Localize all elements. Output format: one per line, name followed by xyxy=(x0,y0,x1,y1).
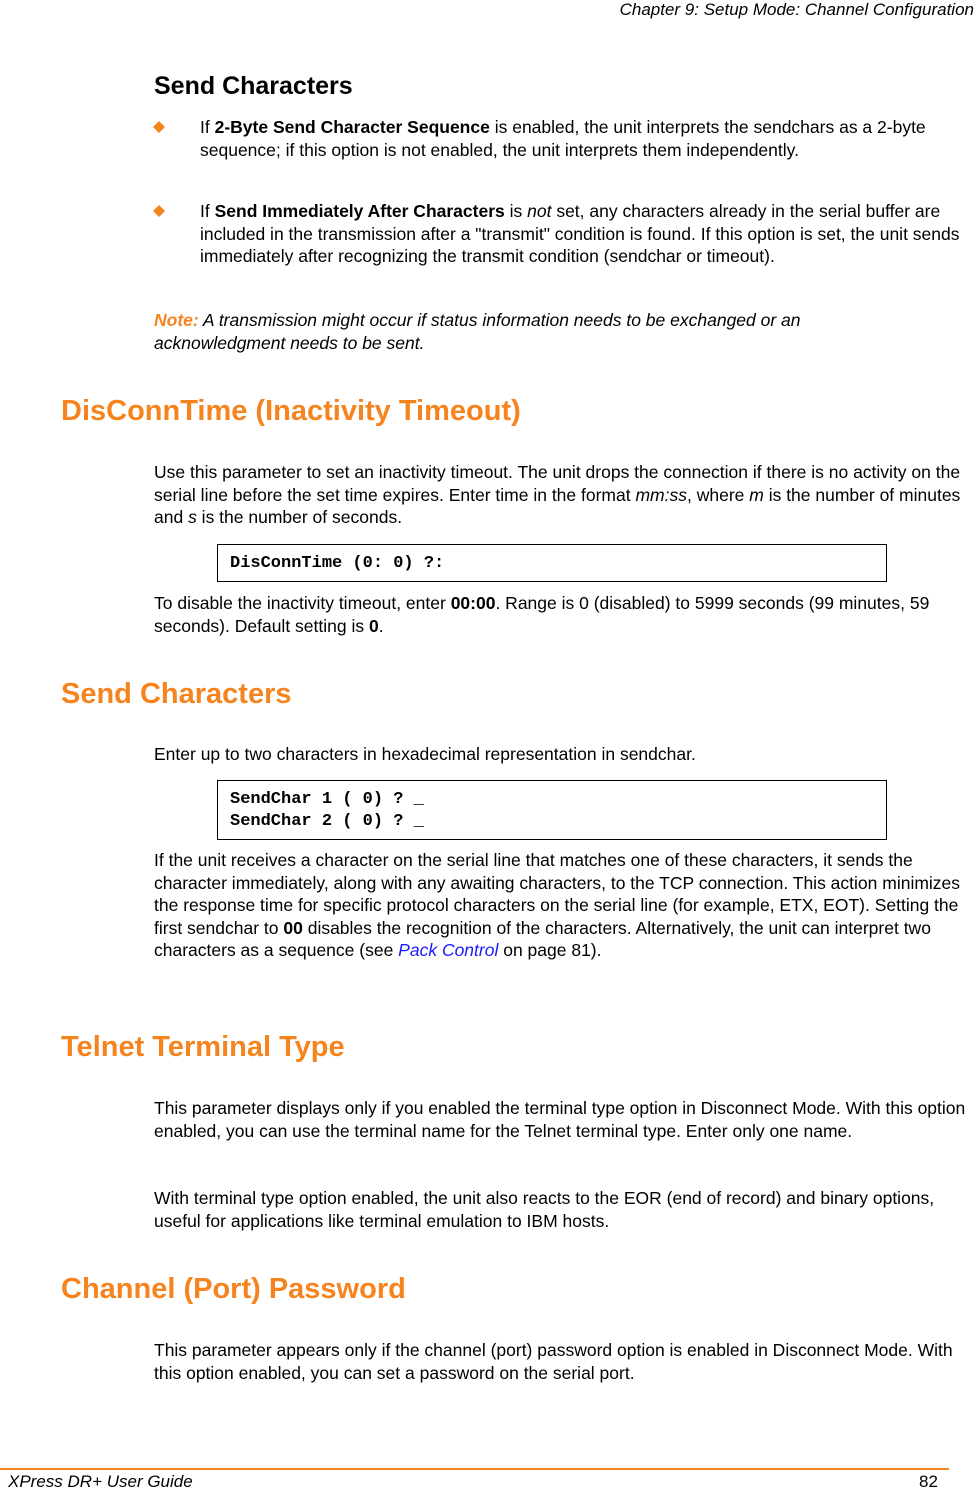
page-number: 82 xyxy=(919,1472,938,1491)
footer-divider xyxy=(0,1468,949,1470)
channel-password-description: This parameter appears only if the channel (port) password option is enabled in Disconnect Mode. With this option enabled, you can set a password on the serial port. xyxy=(154,1340,953,1383)
diamond-bullet-icon xyxy=(153,205,165,217)
sendchar-prompt-box xyxy=(217,780,887,840)
note-label: Note: xyxy=(154,310,199,330)
bullet-text: If 2-Byte Send Character Sequence is enabled, the unit interprets the sendchars as a 2-byte sequence; if this option is not enabled, the unit interprets them independently. xyxy=(200,117,926,160)
telnet-eor-text: With terminal type option enabled, the unit also reacts to the EOR (end of record) and binary options, useful for applications like terminal emulation to IBM hosts. xyxy=(154,1188,935,1231)
note: Note: A transmission might occur if status information needs to be exchanged or an acknowledgment needs to be sent. xyxy=(154,310,801,353)
bullet-text: If Send Immediately After Characters is not set, any characters already in the serial buffer are included in the transmission after a "transmit" condition is found. If this option is set, the unit sends immediately after recognizing the transmit condition (sendchar or timeout). xyxy=(200,201,960,267)
code-line: SendChar 2 ( 0) ? _ xyxy=(230,812,424,831)
footer-title: XPress DR+ User Guide xyxy=(8,1472,193,1491)
pack-control-link[interactable]: Pack Control xyxy=(398,940,499,961)
telnet-description: This parameter displays only if you enabled the terminal type option in Disconnect Mode. With this option enabled, you can use the terminal name for the Telnet terminal type. Enter only one name. xyxy=(154,1098,966,1141)
code-line: SendChar 1 ( 0) ? _ xyxy=(230,790,424,809)
heading-channel-password: Channel (Port) Password xyxy=(61,1273,406,1305)
subheading-send-characters: Send Characters xyxy=(154,72,353,100)
bullet-send-immediately xyxy=(154,200,972,268)
send-characters-description: If the unit receives a character on the serial line that matches one of these characters, it sends the character immediately, along with any awaiting characters, to the TCP connection. This action minimizes the response time for specific protocol characters on the serial line (for example, ETX, EOT). Setting the first sendchar to 00 disables the recognition of the characters. Alternatively, the unit can interpret two characters as a sequence (see Pack Control on page 81). xyxy=(154,850,961,961)
running-header: Chapter 9: Setup Mode: Channel Configuration xyxy=(619,0,974,19)
diamond-bullet-icon xyxy=(153,121,165,133)
heading-send-characters: Send Characters xyxy=(61,678,292,710)
bullet-2byte-sequence xyxy=(154,116,972,161)
heading-disconntime: DisConnTime (Inactivity Timeout) xyxy=(61,395,521,427)
disconntime-description: Use this parameter to set an inactivity timeout. The unit drops the connection if there is no activity on the serial line before the set time expires. Enter time in the format mm:ss, where m is the number of minutes and s is the number of seconds. xyxy=(154,462,961,528)
code-line: DisConnTime (0: 0) ?: xyxy=(230,554,445,573)
send-characters-intro: Enter up to two characters in hexadecimal representation in sendchar. xyxy=(154,744,696,764)
disconntime-prompt-box xyxy=(217,544,887,582)
disconntime-disable-text: To disable the inactivity timeout, enter 00:00. Range is 0 (disabled) to 5999 seconds (99 minutes, 59 seconds). Default setting is 0. xyxy=(154,593,930,636)
heading-telnet-terminal-type: Telnet Terminal Type xyxy=(61,1031,345,1063)
